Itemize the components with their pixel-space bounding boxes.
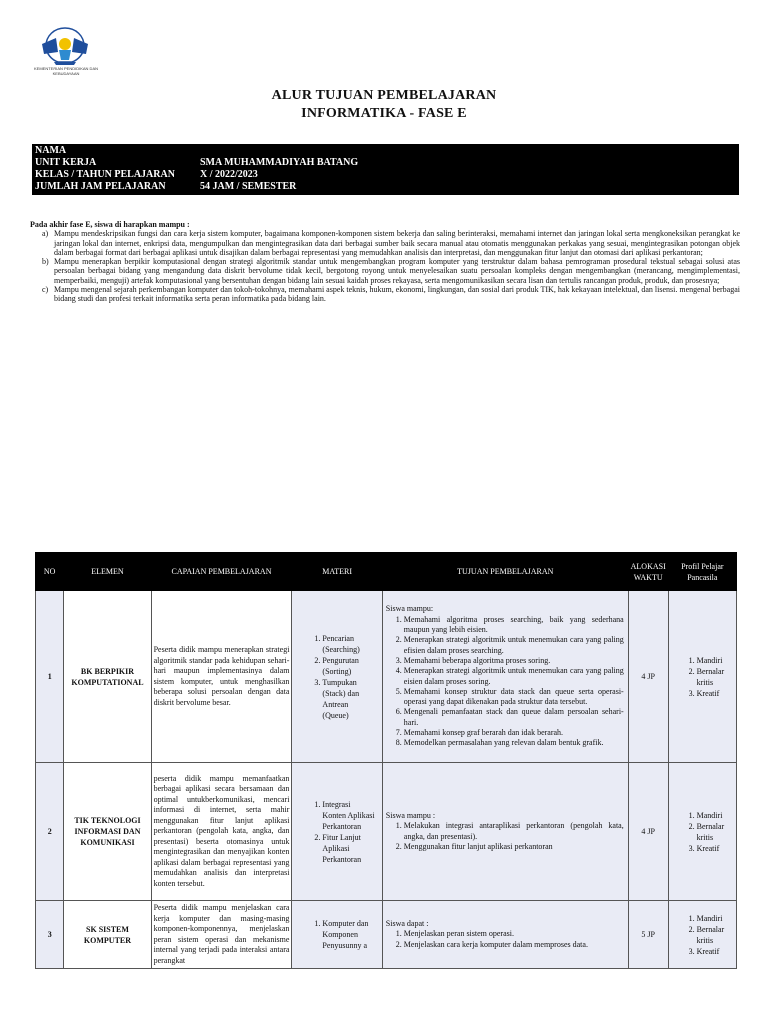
intro-heading: Pada akhir fase E, siswa di harapkan mampu : [30,220,190,229]
list-item: 3. Kreatif [697,843,736,854]
capaian-text: peserta didik mampu memanfaatkan berbagai aplikasi secara bersamaan dan optimal untukberkomunikasi, mencari informasi di internet, serta mahir menggunakan fitur lanjut aplikasi perkantoran (pengolah kata, angka, dan presentasi) beserta otomasinya untuk mengintegrasikan dan menyajikan konten aplikasi dalam berbagai representasi yang memudahkan analisis dan interpretasi konten tersebut. [151,763,292,901]
tujuan-list [382,591,628,763]
list-item: 5. Memahami konsep struktur data stack dan queue serta operasi-operasi yang dapat dikenakan pada struktur data tersebut. [404,687,624,708]
list-item: 2. Pengurutan (Sorting) [322,655,381,677]
info-label: KELAS / TAHUN PELAJARAN [35,169,175,180]
learning-objectives-table [35,552,737,969]
document-subtitle: INFORMATIKA - FASE E [301,106,467,121]
list-item: 3. Memahami beberapa algoritma proses soring. [404,656,624,666]
tujuan-intro: Siswa dapat : [385,919,429,929]
info-label: NAMA [35,145,67,156]
list-item: 3. Kreatif [697,946,736,957]
list-item: 1. Menjelaskan peran sistem operasi. [404,929,624,939]
profil-list [668,763,736,901]
info-value: SMA MUHAMMADIYAH BATANG [200,157,359,168]
header-tujuan: TUJUAN PEMBELAJARAN [382,553,628,591]
list-item: 7. Memahami konsep graf berarah dan idak berarah. [404,728,624,738]
table-row [36,901,737,969]
alokasi-waktu: 5 JP [628,901,668,969]
outcome-item [30,257,740,285]
list-item: 1. Melakukan integrasi antaraplikasi perkantoran (pengolah kata, angka, dan presentasi). [404,821,624,842]
list-item: 1. Pencarian (Searching) [322,633,381,655]
capaian-text: Peserta didik mampu menjelaskan cara kerja komputer dan masing-masing komponen-komponennya, menjelaskan peran sistem operasi dan mekanisme internal yang terjadi pada interaksi antara perangkat [151,901,292,969]
element-name: BK BERPIKIR KOMPUTATIONAL [64,591,151,763]
list-item: 2. Bernalar kritis [697,821,736,843]
list-item: 2. Bernalar kritis [697,666,736,688]
header-no: NO [36,553,64,591]
header-profil: Profil Pelajar Pancasila [668,553,736,591]
tujuan-intro: Siswa mampu : [385,810,436,820]
info-row-nama [32,145,739,157]
logo-caption: KEMENTERIAN PENDIDIKAN DAN KEBUDAYAAN [33,66,98,76]
row-number: 1 [36,591,64,763]
row-number: 3 [36,901,64,969]
list-item: 6. Mengenali pemanfaatan stack dan queue dalam persoalan sehari-hari. [404,707,624,728]
list-item: 4. Menerapkan strategi algoritmik untuk menemukan cara yang paling eisien dalam proses soring. [404,666,624,687]
capaian-text: Peserta didik mampu menerapkan strategi algoritmik standar pada kehidupan sehari-hari maupun implementasinya dalam sistem komputer, untuk menghasilkan beberapa solusi persoalan dengan data diskrit bervolume besar. [151,591,292,763]
info-row-unit-kerja [32,157,739,169]
list-item: 2. Menerapkan strategi algoritmik untuk menemukan cara yang paling efisien dalam proses searching. [404,635,624,656]
tujuan-list [382,901,628,969]
document-title: ALUR TUJUAN PEMBELAJARAN [271,88,497,103]
element-name: SK SISTEM KOMPUTER [64,901,151,969]
info-label: UNIT KERJA [35,157,97,168]
list-item: 3. Tumpukan (Stack) dan Antrean (Queue) [322,677,381,721]
outcome-marker: a) [42,229,49,239]
list-item: 8. Memodelkan permasalahan yang relevan dalam bentuk grafik. [404,738,624,748]
list-item: 1. Mandiri [697,810,736,821]
outcome-text: Mampu menerapkan berpikir komputasional dengan strategi algoritmik standar untuk mengembangkan program komputer yang terstruktur dalam bahasa pemrograman prosedural tekstual sebagai solusi atas persoalan berbagai bidang yang mengandung data diskrit bervolume tidak kecil, bergotong royong untuk menyelesaikan suatu persoalan kompleks dengan mengembangkan (merancang, mengimplementasi, memperbaiki, menguji) artefak komputasional yang bersentuhan dengan bidang lain sesuai kaidah proses rekayasa, serta mengomunikasikan secara lisan dan tertulis rancangan produk, produk, dan prosesnya; [54,257,740,285]
tujuan-list [382,763,628,901]
outcome-item [30,285,740,304]
outcome-marker: c) [42,285,49,295]
materi-list [292,591,382,763]
materi-list [292,763,382,901]
alokasi-waktu: 4 JP [628,763,668,901]
table-header-row [36,553,737,591]
list-item: 3. Kreatif [697,688,736,699]
list-item: 2. Fitur Lanjut Aplikasi Perkantoran [322,832,381,865]
list-item: 2. Bernalar kritis [697,924,736,946]
tujuan-intro: Siswa mampu: [385,604,434,614]
list-item: 1. Mandiri [697,913,736,924]
profil-list [668,591,736,763]
info-value: 54 JAM / SEMESTER [200,181,297,192]
header-elemen: ELEMEN [64,553,151,591]
table-row [36,591,737,763]
alokasi-waktu: 4 JP [628,591,668,763]
list-item: 2. Menggunakan fitur lanjut aplikasi perkantoran [404,842,624,852]
header-capaian: CAPAIAN PEMBELAJARAN [151,553,292,591]
info-row-kelas [32,169,739,181]
header-alokasi: ALOKASI WAKTU [628,553,668,591]
row-number: 2 [36,763,64,901]
outcome-text: Mampu mengenal sejarah perkembangan komputer dan tokoh-tokohnya, memahami aspek teknis, hukum, ekonomi, lingkungan, dan sosial dari produk TIK, hak kekayaan intelektual, dan lisensi. mengenal berbagai bidang studi dan profesi terkait informatika serta peran informatika pada bidang lain. [54,285,740,304]
identity-info-block [32,144,739,195]
profil-list [668,901,736,969]
list-item: 1. Integrasi Konten Aplikasi Perkantoran [322,799,381,832]
element-name: TIK TEKNOLOGI INFORMASI DAN KOMUNIKASI [64,763,151,901]
outcome-item [30,229,740,257]
outcome-marker: b) [42,257,49,267]
list-item: 1. Memahami algoritma proses searching, baik yang sederhana maupun yang lebih eisien. [404,615,624,636]
table-row [36,763,737,901]
list-item: 2. Menjelaskan cara kerja komputer dalam memproses data. [404,940,624,950]
header-materi: MATERI [292,553,382,591]
materi-list [292,901,382,969]
outcome-text: Mampu mendeskripsikan fungsi dan cara kerja sistem komputer, bagaimana komponen-komponen sistem bekerja dan saling berinteraksi, memahami internet dan jaringan lokal serta mengkoneksikan perangkat ke jaringan lokal dan internet, enkripsi data, mengumpulkan dan mengintegrasikan data dari berbagai sumber baik secara manual atau otomatis menggunakan perkakas yang sesuai, mengintegrasikan potongan objek dalam berbagai format dari berbagai aplikasi untuk disajikan dalam berbagai representasi yang memudahkan analisis dan interpretasi, dan menggunakan fitur lanjut dan otomasi dari aplikasi perkantoran; [54,229,740,257]
info-label: JUMLAH JAM PELAJARAN [35,181,166,192]
list-item: 1. Komputer dan Komponen Penyusunny a [322,918,381,951]
info-value: X / 2022/2023 [200,169,258,180]
learning-outcomes-intro [30,220,740,304]
list-item: 1. Mandiri [697,655,736,666]
info-row-jam [32,181,739,193]
